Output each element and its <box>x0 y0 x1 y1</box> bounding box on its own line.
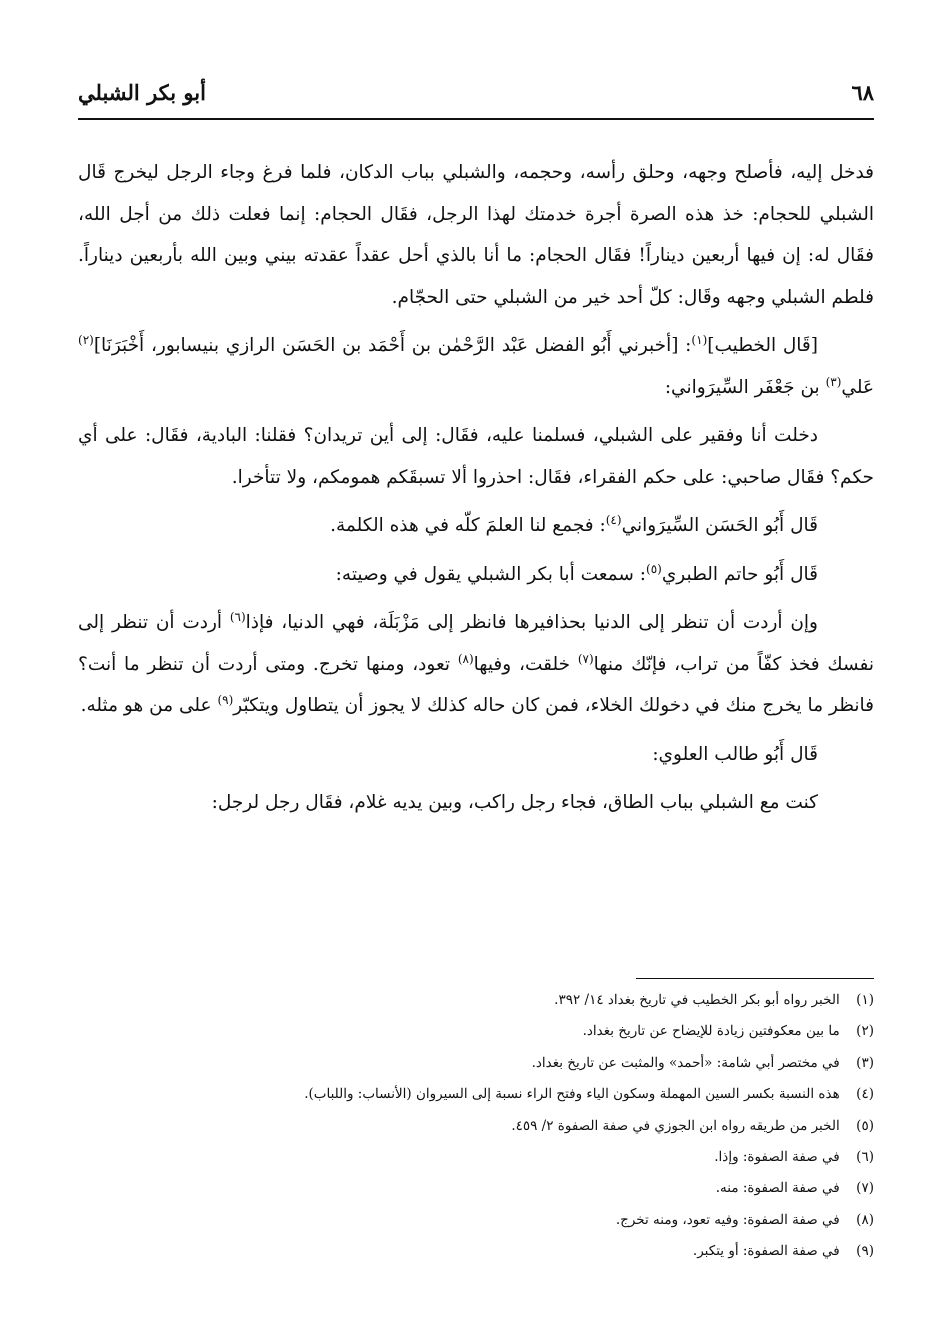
footnote-text: هذه النسبة بكسر السين المهملة وسكون الياء وفتح الراء نسبة إلى السيروان (الأنساب: واللباب). <box>304 1086 840 1103</box>
text-segment: : [أخبرني أَبُو الفضل عَبْد الرَّحْمٰن بن أَحْمَد بن الحَسَن الرازي بنيسابور، أَخْبَرَنَا] <box>93 335 692 356</box>
text-segment: [قَال الخطيب] <box>707 335 818 356</box>
footnote-text: في مختصر أبي شامة: «أحمد» والمثبت عن تاريخ بغداد. <box>531 1054 840 1071</box>
page-number: ٦٨ <box>851 80 874 105</box>
footnote-ref[interactable]: (٥) <box>646 561 662 576</box>
footnote-ref[interactable]: (٦) <box>229 610 246 624</box>
text-segment: أردت أن تنظر إلى نفسك فخذ كفّاً من تراب، فإنّك منها <box>78 612 875 675</box>
text-segment: كنت مع الشبلي بباب الطاق، فجاء رجل راكب، وبين يديه غلام، فقَال رجل لرجل: <box>211 792 818 813</box>
running-title: أبو بكر الشبلي <box>78 80 206 105</box>
footnote-item <box>78 1016 874 1047</box>
text-segment: فدخل إليه، فأصلح وجهه، وحلق رأسه، وحجمه، والشبلي بباب الدكان، فلما فرغ وجاء الرجل ليخرج قَال الشبلي للحجام: خذ هذه الصرة أجرة خدمتك لهذا الرجل، فقَال الحجام: إنما فعلت ذلك من أجل الله، فقَال له: إن فيها أربعين ديناراً! فقَال الحجام: ما أنا بالذي أحل عقداً عقدته بيني وبين الله بأربعين ديناراً. فلطم الشبلي وجهه وقَال: كلّ أحد خير من الشبلي حتى الحجّام. <box>78 162 874 308</box>
footnote-text: في صفة الصفوة: أو يتكبر. <box>692 1243 840 1260</box>
footnote-number: (٤) <box>856 1086 874 1103</box>
footnote-item <box>78 985 874 1016</box>
footnotes-list <box>78 985 874 1268</box>
paragraph-1 <box>78 152 874 318</box>
footnote-ref[interactable]: (٨) <box>457 651 474 666</box>
footnote-number: (٣) <box>856 1054 874 1071</box>
footnote-text: في صفة الصفوة: منه. <box>715 1180 840 1197</box>
text-segment: قَال أَبُو حاتم الطبري <box>661 563 818 585</box>
book-page <box>78 80 874 1310</box>
text-segment: تعود، ومنها تخرج. ومتى أردت أن تنظر ما أنت؟ فانظر ما يخرج منك في دخولك الخلاء، فمن كان حاله كذلك لا يجوز أن يتطاول ويتكبّر <box>78 653 874 716</box>
footnote-ref[interactable]: (٢) <box>78 333 94 347</box>
footnote-ref[interactable]: (١) <box>691 333 708 347</box>
text-segment: قَال أَبُو الحَسَن السِّيرَواني <box>621 515 818 536</box>
paragraph-3 <box>78 415 874 498</box>
footnote-number: (١) <box>856 992 874 1008</box>
footnote-ref[interactable]: (٣) <box>825 374 842 389</box>
footnote-ref[interactable]: (٩) <box>217 693 234 707</box>
footnote-item <box>78 1205 874 1236</box>
footnote-item <box>78 1173 874 1204</box>
paragraph-7 <box>78 734 874 776</box>
footnote-text: في صفة الصفوة: وإذا. <box>714 1149 840 1166</box>
text-segment: بن جَعْفَر السِّيرَواني: <box>664 376 826 398</box>
footnote-text: الخبر من طريقه رواه ابن الجوزي في صفة الصفوة ٢/ ٤٥٩. <box>511 1117 840 1134</box>
header-rule <box>78 118 874 120</box>
text-segment: وإن أردت أن تنظر إلى الدنيا بحذافيرها فانظر إلى مَزْبَلَة، فهي الدنيا، فإذا <box>245 612 818 633</box>
footnote-text: الخبر رواه أبو بكر الخطيب في تاريخ بغداد ١٤/ ٣٩٢. <box>554 992 840 1008</box>
footnote-number: (٨) <box>856 1211 874 1228</box>
footnote-number: (٦) <box>856 1149 874 1166</box>
footnote-item <box>78 1236 874 1267</box>
footnote-item <box>78 1079 874 1110</box>
footnote-number: (٧) <box>856 1180 874 1197</box>
text-segment: : فجمع لنا العلمَ كلّه في هذه الكلمة. <box>330 515 606 536</box>
paragraph-5 <box>78 554 874 596</box>
footnote-ref[interactable]: (٤) <box>605 513 622 527</box>
paragraph-4 <box>78 505 874 547</box>
footnote-text: في صفة الصفوة: وفيه تعود، ومنه تخرج. <box>615 1211 840 1228</box>
text-segment: على من هو مثله. <box>80 695 218 716</box>
footnote-item <box>78 1111 874 1142</box>
paragraph-6 <box>78 602 874 727</box>
page-header <box>78 80 874 114</box>
footnote-text: ما بين معكوفتين زيادة للإيضاح عن تاريخ بغداد. <box>582 1023 840 1040</box>
footnote-number: (٥) <box>856 1117 874 1134</box>
text-segment: خلقت، وفيها <box>473 653 578 675</box>
paragraph-2 <box>78 325 874 408</box>
footnote-item <box>78 1048 874 1079</box>
body-text <box>78 152 874 831</box>
footnote-number: (٩) <box>856 1243 874 1260</box>
text-segment: عَلي <box>841 376 874 398</box>
footnote-number: (٢) <box>856 1023 874 1040</box>
text-segment: : سمعت أبا بكر الشبلي يقول في وصيته: <box>335 563 646 585</box>
footnote-separator <box>636 978 874 979</box>
footnote-ref[interactable]: (٧) <box>577 651 594 666</box>
footnote-item <box>78 1142 874 1173</box>
paragraph-8 <box>78 782 874 824</box>
text-segment: دخلت أنا وفقير على الشبلي، فسلمنا عليه، فقَال: إلى أين تريدان؟ فقلنا: البادية، فقَال: على أي حكم؟ فقَال صاحبي: على حكم الفقراء، فقَال: احذروا ألا تسبقَكم همومكم، ولا تتأخرا. <box>78 425 874 488</box>
text-segment: قَال أَبُو طالب العلوي: <box>652 743 818 765</box>
